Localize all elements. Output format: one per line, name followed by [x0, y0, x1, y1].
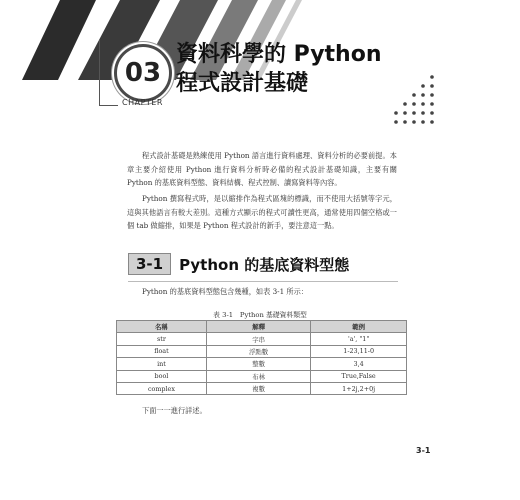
table-cell: 3,4	[311, 358, 407, 370]
intro-paragraph-2: Python 撰寫程式時，是以縮排作為程式區塊的標識，而不使用大括號等字元，這與其他語言有較大差別。這種方式顯示的程式可讀性更高，通常使用四個空格或一個 tab 做縮排，如果是 Python 程式設計的新手，要注意這一點。	[127, 194, 397, 231]
decorative-dot	[412, 102, 416, 106]
decorative-dot	[403, 102, 407, 106]
section-title: Python 的基底資料型態	[179, 255, 350, 274]
table-header-cell: 範例	[311, 321, 407, 333]
page-number: 3-1	[416, 446, 431, 455]
intro-paragraph-1: 程式設計基礎是熟練使用 Python 語言進行資料處理、資料分析的必要前提。本章主要介紹使用 Python 進行資料分析時必備的程式設計基礎知識，主要有關 Python 的基底資料型態、資料結構、程式控制、讀寫資料等內容。	[127, 151, 397, 188]
decorative-dot	[412, 120, 416, 124]
table-row	[117, 382, 407, 394]
table-caption: 表 3-1 Python 基礎資料類型	[213, 311, 307, 319]
decorative-dot	[412, 93, 416, 97]
table-cell: 整數	[206, 358, 310, 370]
decorative-dot	[412, 111, 416, 115]
decorative-dot	[403, 111, 407, 115]
decorative-dot	[430, 75, 434, 79]
table-row	[117, 345, 407, 357]
decorative-dot	[421, 84, 425, 88]
data-types-table	[116, 320, 407, 395]
decorative-dot	[430, 93, 434, 97]
decorative-dot-grid	[390, 72, 440, 132]
table-cell: complex	[117, 382, 207, 394]
table-header-row	[117, 321, 407, 333]
chapter-title-line2: 程式設計基礎	[176, 71, 309, 96]
table-cell: str	[117, 333, 207, 345]
table-row	[117, 333, 407, 345]
table-header-cell: 名稱	[117, 321, 207, 333]
decorative-dot	[421, 93, 425, 97]
table-cell: 複數	[206, 382, 310, 394]
table-cell: 布林	[206, 370, 310, 382]
section-rule	[128, 281, 398, 282]
chapter-title-line1: 資料科學的 Python	[176, 42, 382, 67]
table-cell: 1-23,11-0	[311, 345, 407, 357]
section-heading	[128, 252, 349, 276]
decorative-dot	[394, 120, 398, 124]
table-cell: 字串	[206, 333, 310, 345]
table-header-cell: 解釋	[206, 321, 310, 333]
after-table-text: 下面一一進行詳述。	[142, 406, 207, 415]
decorative-dot	[403, 120, 407, 124]
decorative-dot	[430, 84, 434, 88]
table-row	[117, 370, 407, 382]
chapter-number-badge: 03	[114, 44, 172, 102]
decorative-dot	[421, 102, 425, 106]
table-cell: 'a', "1"	[311, 333, 407, 345]
table-row	[117, 358, 407, 370]
table-cell: 1+2j,2+0j	[311, 382, 407, 394]
section-lead-text: Python 的基底資料型態包含幾種，如表 3-1 所示：	[142, 287, 308, 296]
table-cell: bool	[117, 370, 207, 382]
table-cell: True,False	[311, 370, 407, 382]
chapter-title	[176, 40, 382, 98]
decorative-dot	[430, 102, 434, 106]
decorative-dot	[394, 111, 398, 115]
table-cell: 浮點數	[206, 345, 310, 357]
chapter-label: CHAPTER	[122, 98, 163, 107]
decorative-dot	[421, 120, 425, 124]
decorative-dot	[430, 111, 434, 115]
table-cell: float	[117, 345, 207, 357]
decorative-dot	[430, 120, 434, 124]
decorative-dot	[421, 111, 425, 115]
table-cell: int	[117, 358, 207, 370]
section-number: 3-1	[128, 253, 171, 275]
